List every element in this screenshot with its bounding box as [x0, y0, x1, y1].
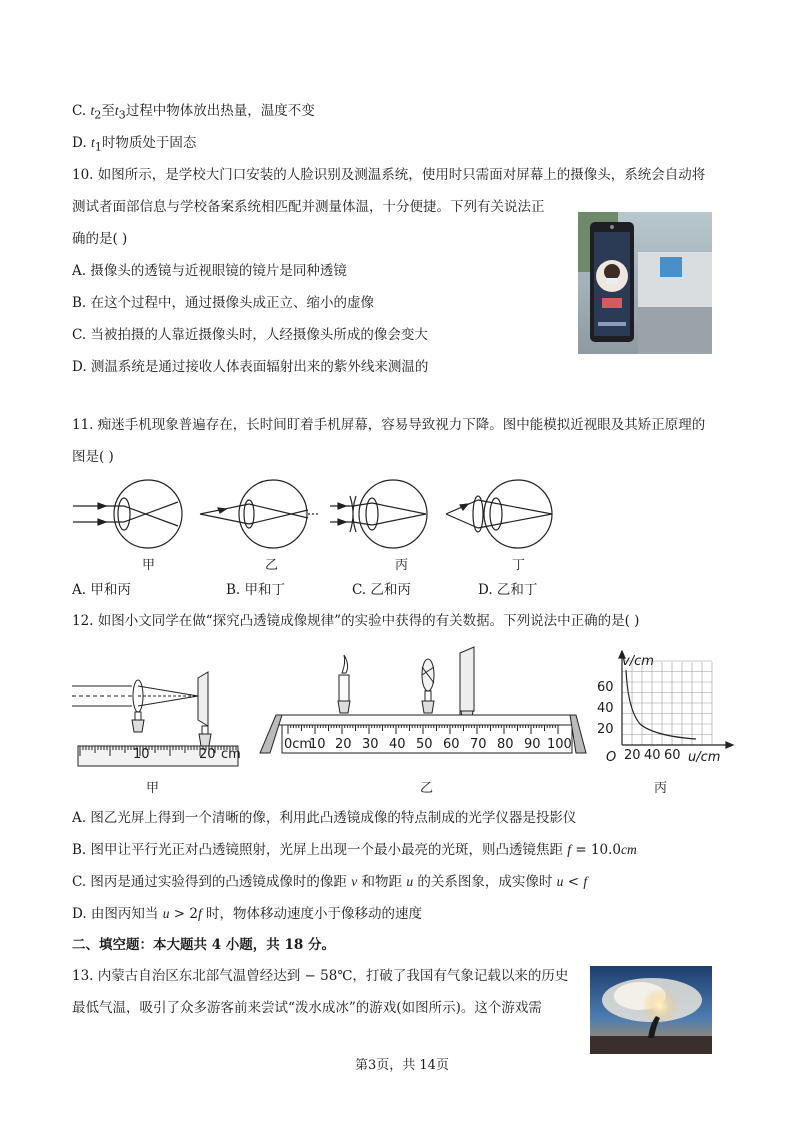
water-to-ice-photo [590, 966, 712, 1054]
bing-label: 丙 [654, 781, 668, 796]
face-recognition-photo [578, 212, 712, 354]
q12-option-c: C. 图丙是通过实验得到的凸透镜成像时的像距 v 和物距 u 的关系图象，成实像时 u < f [72, 874, 588, 890]
yi-label: 乙 [420, 781, 434, 796]
yi-tick-90: 90 [524, 737, 541, 752]
bing-xlabel: u/cm [688, 750, 721, 765]
bing-ylabel: v/cm [622, 654, 654, 669]
q11-stem-line1: 11. 痴迷手机现象普遍存在，长时间盯着手机屏幕，容易导致视力下降。图中能模拟近视眼及其矫正原理的 [72, 417, 706, 433]
q13-stem-line2: 最低气温，吸引了众多游客前来尝试“泼水成冰”的游戏(如图所示)。这个游戏需 [72, 1000, 542, 1016]
jia-label: 甲 [146, 781, 160, 796]
eye-diagrams [68, 474, 568, 560]
yi-tick-60: 60 [443, 737, 460, 752]
q11-option-d: D. 乙和丁 [478, 582, 538, 598]
q12-option-d: D. 由图丙知当 u > 2f 时，物体移动速度小于像移动的速度 [72, 906, 423, 922]
q11-stem-line2: 图是( ) [72, 449, 114, 465]
yi-tick-10: 10 [309, 737, 326, 752]
bing-xtick-60: 60 [664, 748, 681, 763]
q10-stem-line3: 确的是( ) [72, 231, 128, 247]
q10-option-b: B. 在这个过程中，通过摄像头成正立、缩小的虚像 [72, 295, 375, 311]
yi-tick-0: 0cm [284, 737, 313, 752]
bing-xtick-20: 20 [624, 748, 641, 763]
q13-stem-line1: 13. 内蒙古自治区东北部气温曾经达到 − 58℃，打破了我国有气象记载以来的历史 [72, 968, 569, 984]
q10-stem-line2: 测试者面部信息与学校备案系统相匹配并测量体温，十分便捷。下列有关说法正 [72, 199, 545, 215]
bing-origin: O [606, 750, 617, 765]
jia-unit: cm [221, 747, 241, 762]
q11-option-b: B. 甲和丁 [226, 582, 286, 598]
yi-tick-40: 40 [389, 737, 406, 752]
q10-option-a: A. 摄像头的透镜与近视眼镜的镜片是同种透镜 [72, 263, 347, 279]
bing-ytick-20: 20 [597, 722, 614, 737]
eye-diagram-bing [330, 480, 427, 548]
eye-label-jia: 甲 [142, 558, 156, 573]
eye-label-ding: 丁 [512, 558, 526, 573]
yi-tick-70: 70 [470, 737, 487, 752]
eye-label-yi: 乙 [265, 558, 279, 573]
yi-tick-30: 30 [362, 737, 379, 752]
q11-option-a: A. 甲和丙 [72, 582, 131, 598]
eye-diagram-ding [446, 480, 552, 548]
q9-option-d: D. $t_1$时物质处于固态 [72, 135, 197, 154]
page-footer: 第3页，共 14页 [355, 1058, 449, 1073]
section-heading-fill-blank: 二、填空题：本大题共 4 小题，共 18 分。 [72, 937, 335, 953]
q12-option-a: A. 图乙光屏上得到一个清晰的像，利用此凸透镜成像的特点制成的光学仪器是投影仪 [72, 810, 577, 826]
q12-stem: 12. 如图小文同学在做“探究凸透镜成像规律”的实验中获得的有关数据。下列说法中正确的是( ) [72, 613, 640, 629]
bing-ytick-60: 60 [597, 680, 614, 695]
bing-ytick-40: 40 [597, 701, 614, 716]
eye-diagram-jia [73, 480, 182, 548]
q10-stem-line1: 10. 如图所示，是学校大门口安装的人脸识别及测温系统，使用时只需面对屏幕上的摄像头，系统会自动将 [72, 167, 706, 183]
eye-diagram-yi [200, 480, 318, 548]
q10-option-c: C. 当被拍摄的人靠近摄像头时，人经摄像头所成的像会变大 [72, 327, 428, 343]
yi-tick-50: 50 [416, 737, 433, 752]
q9-option-c: C. $t_2$至$t_3$过程中物体放出热量，温度不变 [72, 103, 315, 122]
eye-label-bing: 丙 [395, 558, 409, 573]
q12-diagram-jia [72, 660, 242, 770]
yi-tick-80: 80 [497, 737, 514, 752]
bing-xtick-40: 40 [644, 748, 661, 763]
jia-tick-10: 10 [133, 747, 150, 762]
q10-option-d: D. 测温系统是通过接收人体表面辐射出来的紫外线来测温的 [72, 359, 429, 375]
jia-tick-20: 20 [199, 747, 216, 762]
q11-option-c: C. 乙和丙 [352, 582, 411, 598]
q12-option-b: B. 图甲让平行光正对凸透镜照射，光屏上出现一个最小最亮的光斑，则凸透镜焦距 f = 10.0cm [72, 842, 637, 858]
yi-tick-100: 100 [547, 737, 572, 752]
yi-tick-20: 20 [335, 737, 352, 752]
